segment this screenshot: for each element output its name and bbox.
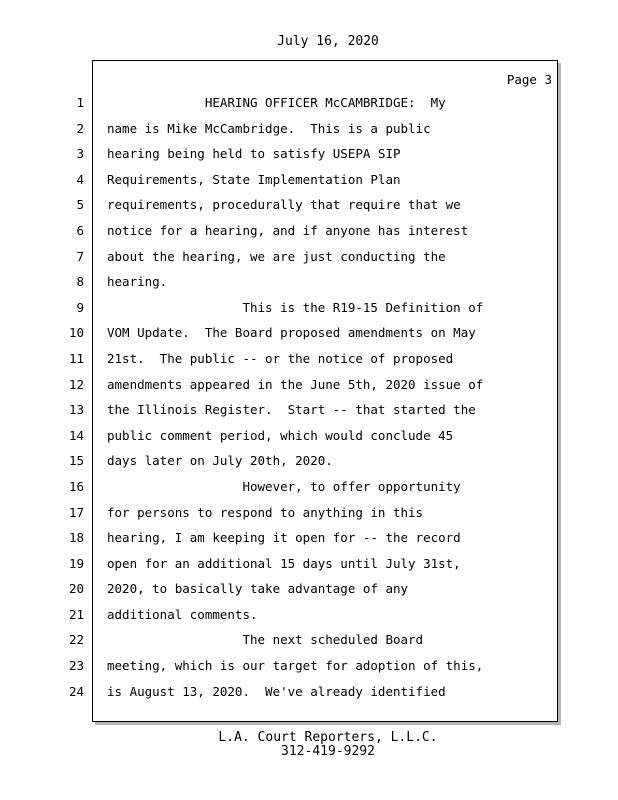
line-number: 13 xyxy=(68,402,84,418)
line-text: Requirements, State Implementation Plan xyxy=(107,171,401,187)
line-number: 19 xyxy=(68,555,84,571)
line-number: 22 xyxy=(68,632,84,648)
line-text: HEARING OFFICER McCAMBRIDGE: My xyxy=(107,95,446,110)
line-number: 2 xyxy=(76,120,84,136)
line-text: days later on July 20th, 2020. xyxy=(107,453,333,469)
line-number: 9 xyxy=(76,299,84,315)
line-number: 23 xyxy=(68,658,84,674)
line-number: 17 xyxy=(68,504,84,520)
transcript-date: July 16, 2020 xyxy=(277,34,379,49)
line-number: 4 xyxy=(76,171,84,187)
court-reporter-phone: 312-419-9292 xyxy=(281,744,375,759)
line-number: 18 xyxy=(68,530,84,546)
line-text: The next scheduled Board xyxy=(107,632,424,648)
line-number: 1 xyxy=(76,95,84,110)
line-number: 3 xyxy=(76,146,84,162)
page-number: Page 3 xyxy=(506,72,552,87)
line-number: 14 xyxy=(68,427,84,443)
line-number: 7 xyxy=(76,248,84,264)
line-text: hearing being held to satisfy USEPA SIP xyxy=(107,146,401,162)
line-text: meeting, which is our target for adoption of this, xyxy=(107,658,484,674)
line-text: for persons to respond to anything in this xyxy=(107,504,424,520)
line-number: 20 xyxy=(68,581,84,597)
line-text: This is the R19-15 Definition of xyxy=(107,299,484,315)
court-reporter-name: L.A. Court Reporters, L.L.C. xyxy=(218,730,438,745)
line-number: 6 xyxy=(76,222,84,238)
line-text: requirements, procedurally that require that we xyxy=(107,197,461,213)
line-text: However, to offer opportunity xyxy=(107,478,461,494)
line-text: 2020, to basically take advantage of any xyxy=(107,581,409,597)
line-text: hearing, I am keeping it open for -- the record xyxy=(107,530,461,546)
line-text: about the hearing, we are just conducting the xyxy=(107,248,446,264)
line-text: is August 13, 2020. We've already identified xyxy=(107,683,446,699)
line-number: 16 xyxy=(68,478,84,494)
line-text: public comment period, which would conclude 45 xyxy=(107,427,454,443)
line-text: 21st. The public -- or the notice of proposed xyxy=(107,350,454,366)
line-text: name is Mike McCambridge. This is a public xyxy=(107,120,431,136)
line-text: the Illinois Register. Start -- that started the xyxy=(107,402,476,418)
line-number: 11 xyxy=(68,350,84,366)
line-number: 15 xyxy=(68,453,84,469)
footer xyxy=(0,731,618,759)
line-text: notice for a hearing, and if anyone has interest xyxy=(107,222,469,238)
line-text: additional comments. xyxy=(107,606,258,622)
line-number: 8 xyxy=(76,274,84,290)
line-number: 5 xyxy=(76,197,84,213)
line-number: 24 xyxy=(68,683,84,699)
line-text: open for an additional 15 days until July 31st, xyxy=(107,555,461,571)
line-number: 10 xyxy=(68,325,84,341)
line-text: VOM Update. The Board proposed amendments on May xyxy=(107,325,476,341)
line-number: 21 xyxy=(68,606,84,622)
line-number: 12 xyxy=(68,376,84,392)
line-text: hearing. xyxy=(107,274,168,290)
line-text: amendments appeared in the June 5th, 2020 issue of xyxy=(107,376,484,392)
